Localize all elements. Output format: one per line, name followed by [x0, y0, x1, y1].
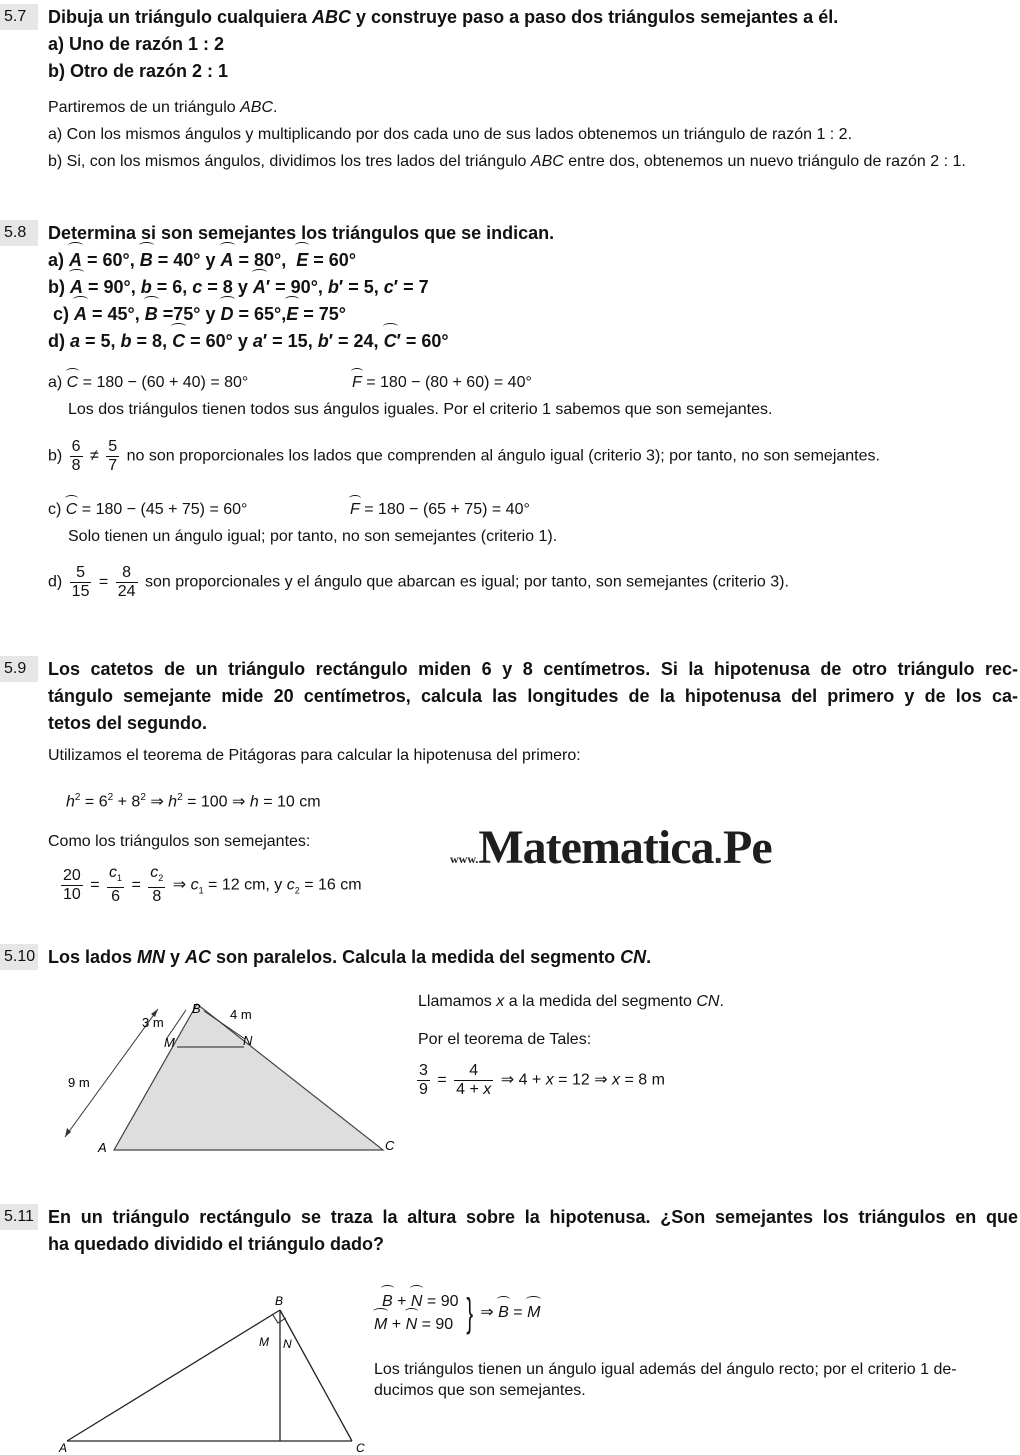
logo-main: Matematica — [478, 821, 714, 874]
answer-text: no son proporcionales los lados que comprenden al ángulo igual (criterio 3); por tanto, no son semejantes. — [126, 447, 880, 465]
answer-line: Los triángulos tienen un ángulo igual además del ángulo recto; por el criterio 1 de- — [374, 1361, 957, 1378]
answer-line: b) $\frac{6}{8}$ ≠ $\frac{5}{7}$ no son proporcionales los lados que comprenden al ángulo igual (criterio 3); por tanto, no son semejantes. — [48, 438, 880, 474]
statement-line: En un triángulo rectángulo se traza la altura sobre la hipotenusa. ¿Son semejantes los triángulos en que — [48, 1207, 1018, 1227]
label-c: C — [356, 1441, 365, 1452]
right-triangle-diagram-5-11 — [55, 1292, 385, 1452]
label-a: A — [98, 1140, 107, 1155]
answer-line: F = 180 − (80 + 60) = 40° — [352, 374, 532, 391]
label-m: M — [164, 1035, 175, 1050]
statement-line: tetos del segundo. — [48, 713, 208, 733]
equation-pythagoras: $h^2 = 6^2 + 8^2$ ⇒ $h^2 = 100$ ⇒ h = 10 cm — [66, 792, 321, 811]
statement-line: d) a = 5, b = 8, C = 60° y a′ = 15, b′ = 24, C′ = 60° — [48, 328, 1018, 355]
answer-line: c) C = 180 − (45 + 75) = 60° — [48, 501, 248, 518]
statement-line: ha quedado dividido el triángulo dado? — [48, 1234, 384, 1254]
fraction: $\frac{5}{15}$ — [71, 564, 90, 600]
label-9m: 9 m — [68, 1075, 90, 1090]
fraction: $\frac{3}{9}$ — [419, 1062, 428, 1098]
side-ab — [67, 1310, 280, 1441]
answer-line: Como los triángulos son semejantes: — [48, 833, 311, 850]
statement-line: tángulo semejante mide 20 centímetros, calcula las longitudes de la hipotenusa del primero y de los ca- — [48, 686, 1018, 706]
fraction: $\frac{c_2}{8}$ — [150, 864, 164, 906]
answer-line: a) C = 180 − (60 + 40) = 80° — [48, 374, 249, 391]
fraction: $\frac{20}{10}$ — [63, 866, 81, 903]
problem-statement — [48, 656, 1018, 737]
answer-line: d) $\frac{5}{15}$ = $\frac{8}{24}$ son proporcionales y el ángulo que abarcan es igual; por tanto, son semejantes (criterio 3). — [48, 564, 789, 600]
statement-line: a) Uno de razón 1 : 2 — [48, 34, 225, 54]
label-a: A — [59, 1441, 68, 1452]
equation-tales: $\frac{3}{9}$ = $\frac{4}{4 + x}$ ⇒ 4 + x = 12 ⇒ x = 8 m — [419, 1062, 665, 1098]
side-bc — [280, 1310, 352, 1441]
fraction: $\frac{8}{24}$ — [117, 564, 136, 600]
logo-tail: Pe — [723, 821, 772, 874]
answer-line: Solo tienen un ángulo igual; por tanto, no son semejantes (criterio 1). — [68, 528, 558, 545]
answer-line: Llamamos x a la medida del segmento CN. — [418, 993, 724, 1010]
problem-statement — [48, 4, 1018, 85]
label-4m: 4 m — [230, 1007, 252, 1022]
statement-line: Determina si son semejantes los triángulos que se indican. — [48, 223, 555, 243]
statement-line: Los lados MN y AC son paralelos. Calcula la medida del segmento CN. — [48, 947, 652, 967]
statement-line: a) A = 60°, B = 40° y A = 80°, E = 60° — [48, 247, 1018, 274]
problem-number: 5.9 — [0, 656, 38, 682]
fraction: $\frac{4}{4 + x}$ — [456, 1062, 492, 1098]
problem-statement — [48, 944, 1018, 971]
label-n: N — [243, 1033, 253, 1048]
problem-number: 5.8 — [0, 220, 38, 246]
label-b: B — [192, 1001, 201, 1016]
problem-number: 5.10 — [0, 944, 38, 970]
answer-line: Por el teorema de Tales: — [418, 1031, 592, 1048]
equation-proportion: $\frac{20}{10}$ = $\frac{c_1}{6}$ = $\frac{c_2}{8}$ ⇒ $c_1 = 12$ cm, y $c_2 = 16$ cm — [63, 864, 362, 906]
answer-line: ducimos que son semejantes. — [374, 1382, 586, 1399]
label-3m: 3 m — [142, 1015, 164, 1030]
answer-line: a) Con los mismos ángulos y multiplicando por dos cada uno de sus lados obtenemos un triángulo de razón 1 : 2. — [48, 126, 853, 143]
label-n: N — [283, 1337, 292, 1351]
problem-statement — [48, 1204, 1018, 1258]
statement-line: Dibuja un triángulo cualquiera ABC y construye paso a paso dos triángulos semejantes a él. — [48, 7, 839, 27]
triangle-diagram-5-10 — [40, 995, 410, 1165]
answer-line: Utilizamos el teorema de Pitágoras para calcular la hipotenusa del primero: — [48, 747, 581, 764]
problem-number: 5.7 — [0, 4, 38, 30]
answer-line: Los dos triángulos tienen todos sus ángulos iguales. Por el criterio 1 sabemos que son semejantes. — [68, 401, 773, 418]
matematica-pe-logo — [450, 820, 772, 872]
answer-line: b) Si, con los mismos ángulos, dividimos los tres lados del triángulo ABC entre dos, obtenemos un nuevo triángulo de razón 2 : 1. — [48, 153, 966, 170]
logo-dot: . — [713, 833, 723, 871]
logo-www: www. — [450, 852, 479, 866]
label-b: B — [275, 1294, 284, 1308]
problem-number: 5.11 — [0, 1204, 38, 1230]
answer-line: Partiremos de un triángulo ABC. — [48, 99, 278, 116]
statement-line: b) A = 90°, b = 6, c = 8 y A′ = 90°, b′ = 5, c′ = 7 — [48, 274, 1018, 301]
label-c: C — [385, 1138, 395, 1153]
fraction: $\frac{6}{8}$ — [71, 438, 81, 474]
answer-text: son proporcionales y el ángulo que abarcan es igual; por tanto, son semejantes (criterio 3). — [144, 573, 789, 591]
statement-line: b) Otro de razón 2 : 1 — [48, 61, 229, 81]
statement-line: c) A = 45°, B =75° y D = 65°,E = 75° — [48, 301, 1018, 328]
problem-statement — [48, 220, 1018, 355]
fraction: $\frac{5}{7}$ — [108, 438, 118, 474]
label-m: M — [259, 1335, 269, 1349]
statement-line: Los catetos de un triángulo rectángulo miden 6 y 8 centímetros. Si la hipotenusa de otro triángulo rec- — [48, 659, 1018, 679]
angle-system: B + N = 90 M + N = 90 } ⇒ B = M — [374, 1291, 541, 1335]
answer-line: F = 180 − (65 + 75) = 40° — [350, 501, 530, 518]
fraction: $\frac{c_1}{6}$ — [109, 864, 123, 906]
